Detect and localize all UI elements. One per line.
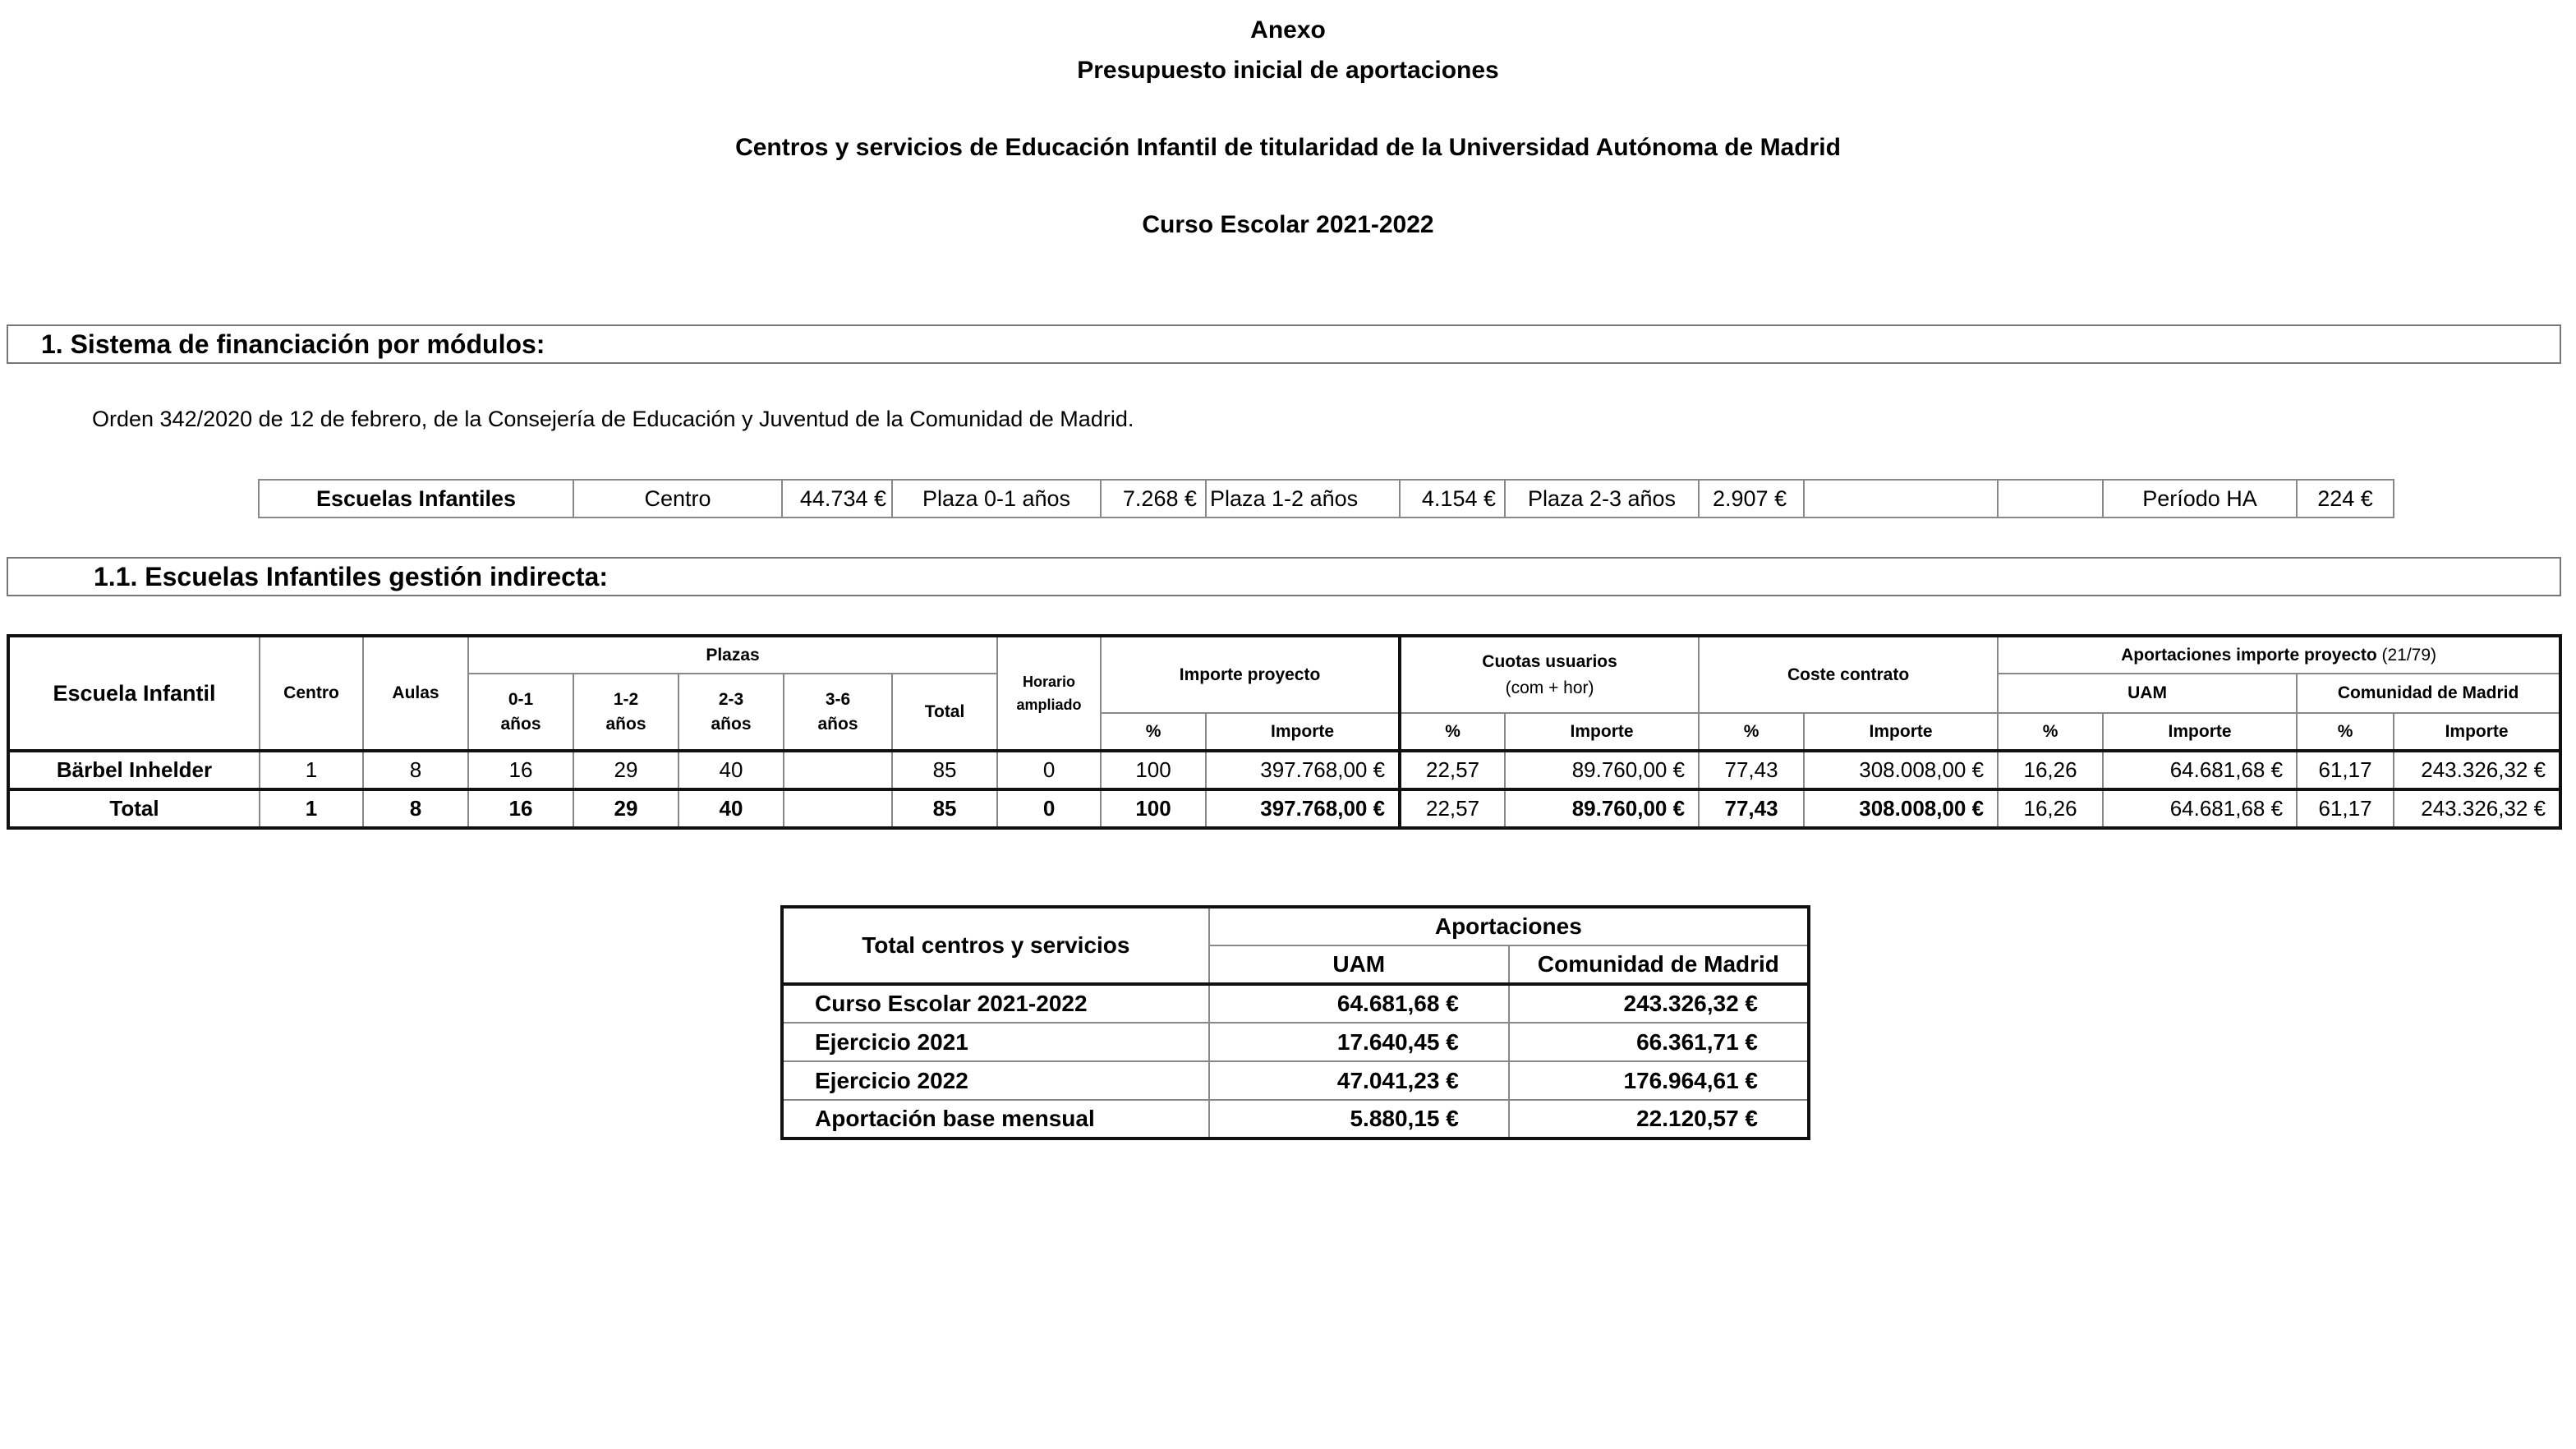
- hdr-centro: Centro: [260, 636, 363, 751]
- summary-row-uam: 5.880,15 €: [1209, 1100, 1509, 1138]
- rate-p12-label: Plaza 1-2 años: [1206, 480, 1400, 518]
- row-cc-pct: 77,43: [1699, 751, 1804, 789]
- table-total-row: [8, 789, 2560, 828]
- annex-title: Anexo: [1250, 16, 1326, 44]
- rate-empty-2: [1998, 480, 2103, 518]
- hdr-aulas: Aulas: [363, 636, 468, 751]
- total-cc-imp: 308.008,00 €: [1804, 789, 1998, 828]
- hdr-uam: UAM: [1998, 674, 2297, 713]
- section-1-1-heading-text: 1.1. Escuelas Infantiles gestión indirecta:: [94, 562, 608, 591]
- summary-cm-header: Comunidad de Madrid: [1509, 945, 1809, 984]
- hdr-escuela: Escuela Infantil: [8, 636, 260, 751]
- rate-p12-value: 4.154 €: [1400, 480, 1505, 518]
- hdr-aportaciones-ratio: (21/79): [2381, 645, 2437, 665]
- total-cm-imp: 243.326,32 €: [2394, 789, 2560, 828]
- row-aulas: 8: [363, 751, 468, 789]
- summary-row-uam: 47.041,23 €: [1209, 1061, 1509, 1100]
- hdr-p23-a: 2-3: [718, 689, 744, 709]
- total-p12: 29: [573, 789, 678, 828]
- summary-row-cm: 176.964,61 €: [1509, 1061, 1809, 1100]
- row-cm-imp: 243.326,32 €: [2394, 751, 2560, 789]
- hdr-cc-imp: Importe: [1804, 713, 1998, 751]
- row-cc-imp: 308.008,00 €: [1804, 751, 1998, 789]
- summary-uam-header: UAM: [1209, 945, 1509, 984]
- page-subtitle: Centros y servicios de Educación Infantil de titularidad de la Universidad Autónoma de Madrid: [735, 134, 1841, 161]
- summary-row-label: Curso Escolar 2021-2022: [782, 984, 1209, 1023]
- hdr-p12: [573, 674, 678, 751]
- total-total: 85: [892, 789, 997, 828]
- hdr-coste: Coste contrato: [1699, 636, 1998, 713]
- rates-label: Escuelas Infantiles: [259, 480, 573, 518]
- rate-centro-label: Centro: [573, 480, 782, 518]
- hdr-cuotas-line1: Cuotas usuarios: [1482, 651, 1617, 671]
- hdr-cm-pct: %: [2297, 713, 2394, 751]
- summary-row: [782, 1100, 1809, 1138]
- hdr-importe-proyecto: Importe proyecto: [1101, 636, 1400, 713]
- section-1-heading: [7, 324, 2561, 364]
- row-cu-pct: 22,57: [1400, 751, 1505, 789]
- total-uam-pct: 16,26: [1998, 789, 2103, 828]
- rate-p23-value: 2.907 €: [1699, 480, 1804, 518]
- hdr-total-plazas: Total: [892, 674, 997, 751]
- row-p36: [784, 751, 892, 789]
- row-escuela: Bärbel Inhelder: [8, 751, 260, 789]
- hdr-p23: [678, 674, 784, 751]
- total-p36: [784, 789, 892, 828]
- row-ip-pct: 100: [1101, 751, 1206, 789]
- section-1-heading-text: 1. Sistema de financiación por módulos:: [41, 329, 545, 359]
- row-centro: 1: [260, 751, 363, 789]
- rate-empty-1: [1804, 480, 1998, 518]
- hdr-p12-a: 1-2: [613, 689, 639, 709]
- total-centro: 1: [260, 789, 363, 828]
- row-horario: 0: [997, 751, 1101, 789]
- hdr-p01-b: años: [500, 714, 541, 734]
- summary-row-label: Aportación base mensual: [782, 1100, 1209, 1138]
- hdr-cu-pct: %: [1400, 713, 1505, 751]
- rate-ha-value: 224 €: [2297, 480, 2394, 518]
- course-title: Curso Escolar 2021-2022: [1142, 211, 1434, 238]
- hdr-p36-a: 3-6: [825, 689, 851, 709]
- rate-p01-value: 7.268 €: [1101, 480, 1206, 518]
- hdr-cm: Comunidad de Madrid: [2297, 674, 2560, 713]
- summary-row-cm: 22.120,57 €: [1509, 1100, 1809, 1138]
- summary-row-uam: 17.640,45 €: [1209, 1023, 1509, 1061]
- rate-p23-label: Plaza 2-3 años: [1505, 480, 1699, 518]
- table-row: [8, 751, 2560, 789]
- row-p12: 29: [573, 751, 678, 789]
- hdr-ip-imp: Importe: [1206, 713, 1400, 751]
- rate-ha-label: Período HA: [2103, 480, 2297, 518]
- row-uam-imp: 64.681,68 €: [2103, 751, 2297, 789]
- budget-table: [7, 634, 2562, 830]
- rate-centro-value: 44.734 €: [782, 480, 892, 518]
- total-p01: 16: [468, 789, 573, 828]
- hdr-horario-line1: Horario: [1023, 674, 1076, 690]
- summary-table: [780, 905, 1810, 1140]
- total-horario: 0: [997, 789, 1101, 828]
- row-uam-pct: 16,26: [1998, 751, 2103, 789]
- hdr-cu-imp: Importe: [1505, 713, 1699, 751]
- row-cu-imp: 89.760,00 €: [1505, 751, 1699, 789]
- hdr-cuotas-line2: (com + hor): [1505, 678, 1594, 697]
- summary-row-uam: 64.681,68 €: [1209, 984, 1509, 1023]
- total-aulas: 8: [363, 789, 468, 828]
- summary-row: [782, 984, 1809, 1023]
- rate-p01-label: Plaza 0-1 años: [892, 480, 1101, 518]
- summary-row-label: Ejercicio 2021: [782, 1023, 1209, 1061]
- hdr-aportaciones: [1998, 636, 2560, 674]
- hdr-p36-b: años: [817, 714, 858, 734]
- section-1-1-heading: [7, 557, 2561, 596]
- order-text: Orden 342/2020 de 12 de febrero, de la Consejería de Educación y Juventud de la Comunidad de Madrid.: [92, 407, 1134, 431]
- summary-row: [782, 1023, 1809, 1061]
- total-p23: 40: [678, 789, 784, 828]
- total-cm-pct: 61,17: [2297, 789, 2394, 828]
- row-p01: 16: [468, 751, 573, 789]
- summary-title: Total centros y servicios: [782, 907, 1209, 984]
- summary-row-cm: 243.326,32 €: [1509, 984, 1809, 1023]
- row-p23: 40: [678, 751, 784, 789]
- row-cm-pct: 61,17: [2297, 751, 2394, 789]
- hdr-horario-line2: ampliado: [1016, 697, 1082, 713]
- page-title: Presupuesto inicial de aportaciones: [1077, 57, 1499, 84]
- total-escuela: Total: [8, 789, 260, 828]
- row-total: 85: [892, 751, 997, 789]
- total-uam-imp: 64.681,68 €: [2103, 789, 2297, 828]
- rates-table: [258, 479, 2394, 518]
- row-ip-imp: 397.768,00 €: [1206, 751, 1400, 789]
- total-cc-pct: 77,43: [1699, 789, 1804, 828]
- summary-row: [782, 1061, 1809, 1100]
- hdr-uam-pct: %: [1998, 713, 2103, 751]
- summary-row-label: Ejercicio 2022: [782, 1061, 1209, 1100]
- hdr-uam-imp: Importe: [2103, 713, 2297, 751]
- summary-row-cm: 66.361,71 €: [1509, 1023, 1809, 1061]
- hdr-horario: [997, 636, 1101, 751]
- hdr-p36: [784, 674, 892, 751]
- hdr-cm-imp: Importe: [2394, 713, 2560, 751]
- hdr-aportaciones-text: Aportaciones importe proyecto: [2121, 645, 2377, 665]
- hdr-p12-b: años: [605, 714, 646, 734]
- summary-aportaciones: Aportaciones: [1209, 907, 1809, 945]
- hdr-ip-pct: %: [1101, 713, 1206, 751]
- hdr-p23-b: años: [711, 714, 752, 734]
- total-cu-imp: 89.760,00 €: [1505, 789, 1699, 828]
- hdr-p01-a: 0-1: [508, 689, 534, 709]
- total-ip-imp: 397.768,00 €: [1206, 789, 1400, 828]
- hdr-p01: [468, 674, 573, 751]
- hdr-cuotas: [1400, 636, 1699, 713]
- hdr-cc-pct: %: [1699, 713, 1804, 751]
- hdr-plazas: Plazas: [468, 636, 997, 674]
- total-cu-pct: 22,57: [1400, 789, 1505, 828]
- total-ip-pct: 100: [1101, 789, 1206, 828]
